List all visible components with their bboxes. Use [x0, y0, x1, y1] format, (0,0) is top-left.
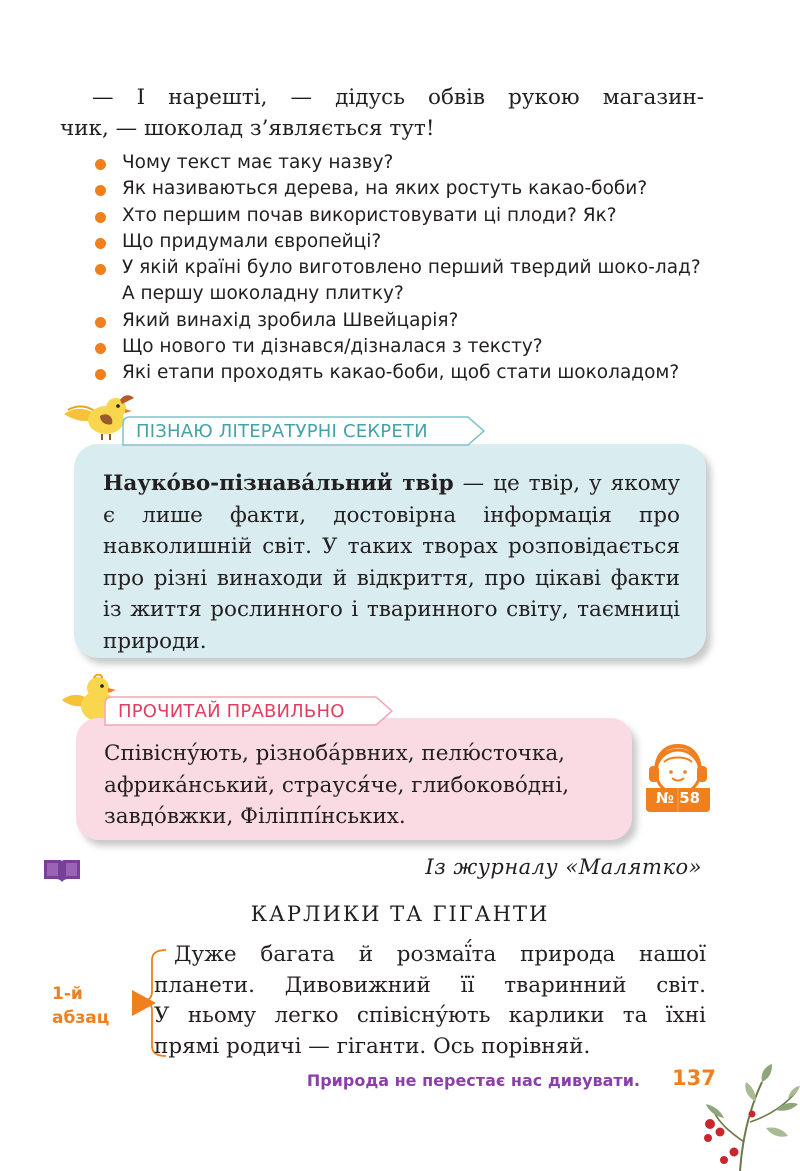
list-item: Як називаються дерева, на яких ростуть какао-боби?	[92, 176, 712, 202]
list-item: Які етапи проходять какао-боби, щоб стати шоколадом?	[92, 360, 712, 386]
paragraph-label-word: абзац	[52, 1008, 110, 1028]
section-header-read-correctly	[104, 696, 394, 726]
story-paragraph	[154, 940, 706, 1063]
intro-line-1: — І нарешті, — дідусь обвів рукою магазин-	[92, 85, 704, 110]
paragraph-label	[52, 982, 132, 1030]
section-header-literary-secrets	[122, 416, 486, 446]
story-line: прямі родичі — гіганти. Ось порівняй.	[154, 1034, 591, 1060]
list-item: Що нового ти дізнався/дізналася з тексту?	[92, 334, 712, 360]
audio-number: № 58	[655, 789, 701, 807]
footer-slogan: Природа не перестає нас дивувати.	[306, 1071, 640, 1090]
story-title: КАРЛИКИ ТА ГІГАНТИ	[250, 902, 550, 926]
section-header-label: ПІЗНАЮ ЛІТЕРАТУРНІ СЕКРЕТИ	[136, 420, 428, 442]
list-item: Який винахід зробила Швейцарія?	[92, 308, 712, 334]
audio-exercise-badge[interactable]	[640, 740, 716, 814]
pronunciation-line: африка́нський, страуся́че, глибоково́дні,	[104, 772, 570, 798]
intro-paragraph	[60, 82, 704, 144]
definition-box	[74, 444, 706, 658]
question-list	[92, 150, 712, 387]
story-line: У ньому легко співісну́ють карлики та їхні	[154, 1003, 706, 1029]
definition-body: — це твір, у якому є лише факти, достовірна інформація про навколишній світ. У таких творах розповідається про різні винаходи й відкриття, про цікаві факти із життя рослинного і тваринного світу, таємниці природи.	[103, 471, 680, 654]
pronunciation-words	[104, 738, 624, 833]
definition-text	[103, 468, 680, 657]
list-item: У якій країні було виготовлено перший твердий шоко-лад? А першу шоколадну плитку?	[92, 255, 712, 308]
berry-branch-icon	[680, 1062, 800, 1171]
paragraph-label-number: 1-й	[52, 984, 83, 1004]
open-book-icon	[42, 856, 82, 884]
list-item: Чому текст має таку назву?	[92, 150, 712, 176]
pronunciation-line: Співісну́ють, різноба́рвних, пелю́сточка,	[104, 741, 565, 766]
source-attribution: Із журналу «Малятко»	[425, 855, 702, 879]
list-item: Що придумали європейці?	[92, 229, 712, 255]
pronunciation-box	[76, 718, 632, 840]
list-item: Хто першим почав використовувати ці плоди? Як?	[92, 203, 712, 229]
definition-term: Науко́во-пізнава́льний твір	[103, 471, 454, 496]
story-line: планети. Дивовижний її тваринний світ.	[154, 972, 706, 998]
intro-line-2: чик, — шоколад з’являється тут!	[60, 116, 435, 141]
pronunciation-line: завдо́вжки, Філіппі́нських.	[104, 804, 406, 829]
story-line: Дуже багата й розмаї́та природа нашої	[174, 942, 706, 967]
section-header-label: ПРОЧИТАЙ ПРАВИЛЬНО	[118, 700, 345, 722]
page-number: 137	[672, 1066, 716, 1090]
